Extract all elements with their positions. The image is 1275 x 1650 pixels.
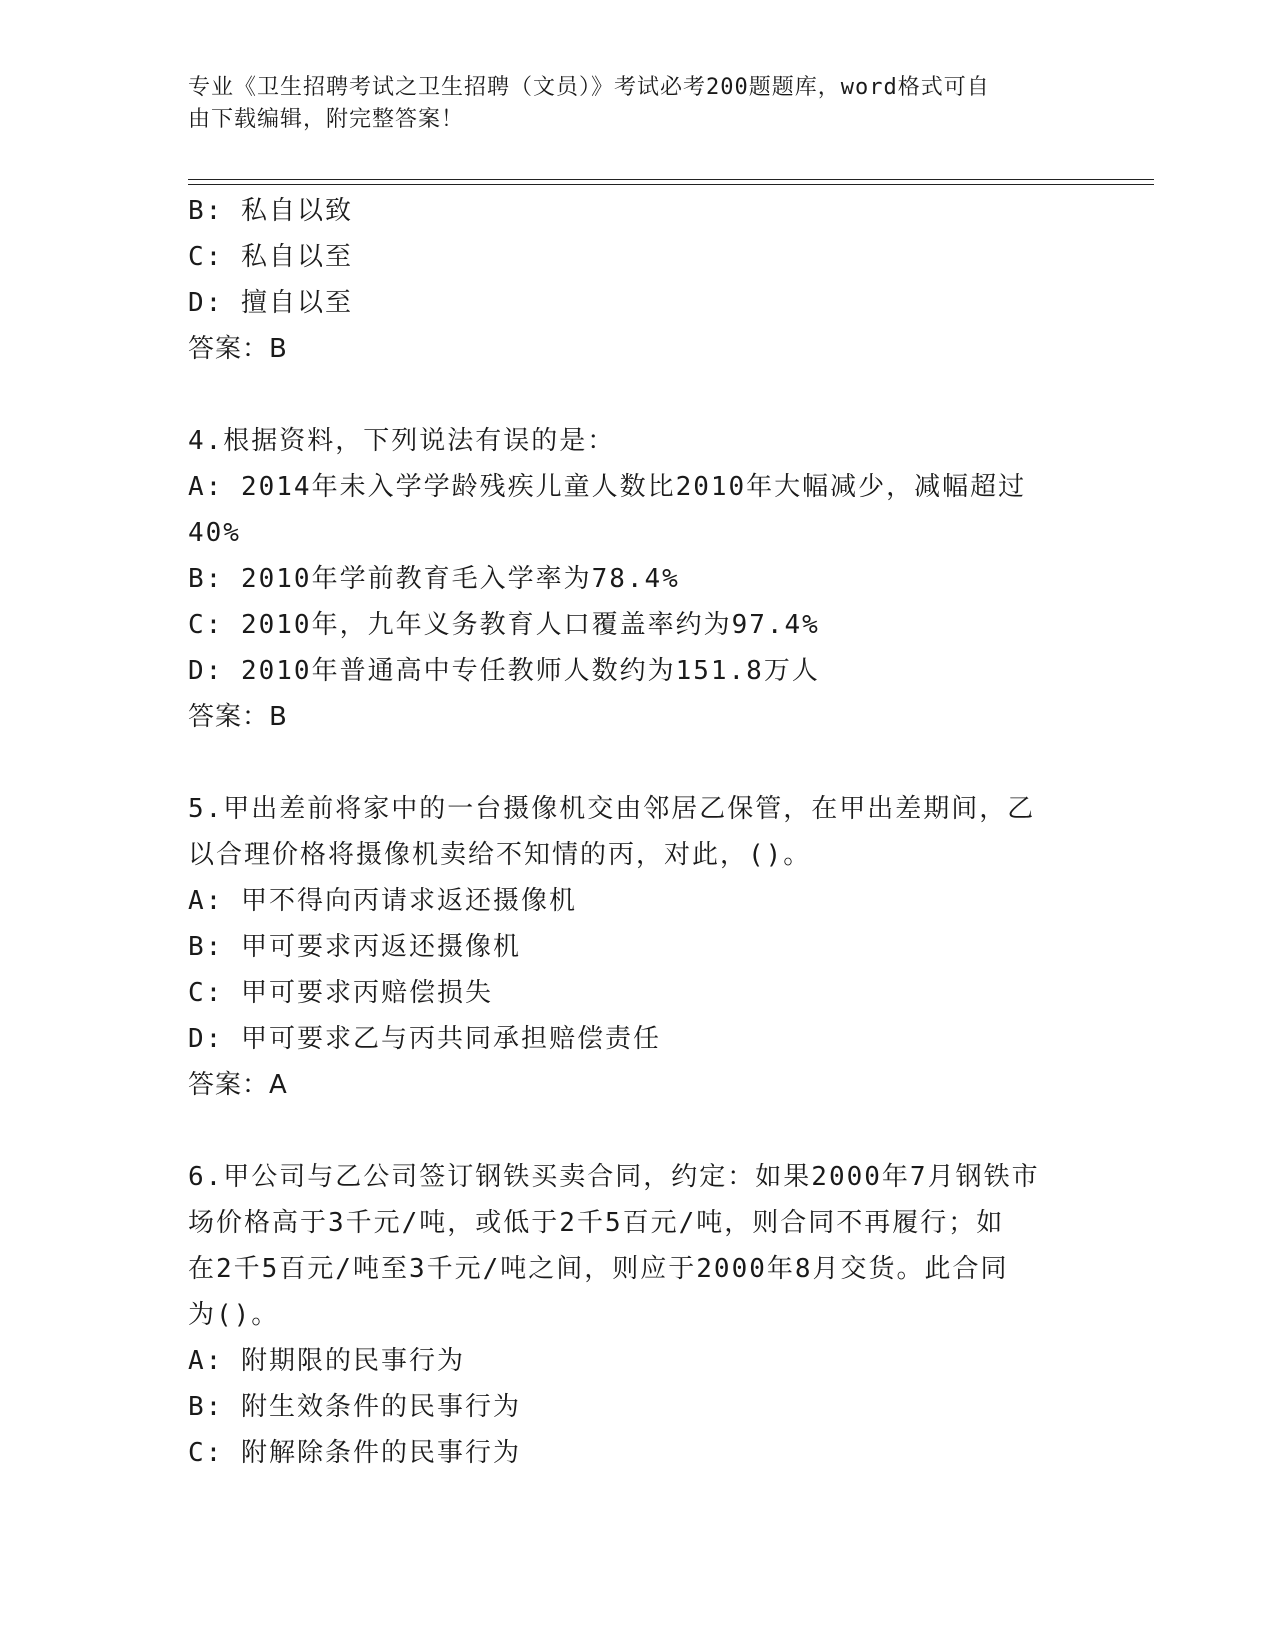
option-c: C: 附解除条件的民事行为: [188, 1438, 521, 1468]
option-c: C: 私自以至: [188, 242, 353, 272]
option-a: A: 甲不得向丙请求返还摄像机: [188, 886, 577, 916]
answer: 答案：B: [188, 702, 288, 732]
answer: 答案：B: [188, 334, 288, 364]
option-d: D: 2010年普通高中专任教师人数约为151.8万人: [188, 656, 820, 686]
option-d: D: 甲可要求乙与丙共同承担赔偿责任: [188, 1024, 661, 1054]
option-b: B: 私自以致: [188, 196, 353, 226]
question-list: [188, 188, 1088, 1476]
spacer: [188, 372, 1088, 418]
question-text-line-2: 场价格高于3千元/吨，或低于2千5百元/吨，则合同不再履行；如: [188, 1208, 1005, 1238]
question-3-block: [188, 188, 1088, 372]
option-d: D: 擅自以至: [188, 288, 353, 318]
spacer: [188, 740, 1088, 786]
option-c: C: 甲可要求丙赔偿损失: [188, 978, 493, 1008]
option-b: B: 甲可要求丙返还摄像机: [188, 932, 521, 962]
question-5-block: [188, 786, 1088, 1108]
header-line-1: 专业《卫生招聘考试之卫生招聘（文员）》考试必考200题题库，word格式可自: [188, 75, 990, 100]
question-text-line-3: 在2千5百元/吨至3千元/吨之间，则应于2000年8月交货。此合同: [188, 1254, 1009, 1284]
question-text: 4.根据资料，下列说法有误的是：: [188, 426, 616, 456]
question-text-line-2: 以合理价格将摄像机卖给不知情的丙，对此，()。: [188, 840, 812, 870]
question-text-line-1: 5.甲出差前将家中的一台摄像机交由邻居乙保管，在甲出差期间，乙: [188, 794, 1036, 824]
question-4-block: [188, 418, 1088, 740]
header-line-2: 由下载编辑，附完整答案！: [188, 107, 465, 132]
option-b: B: 2010年学前教育毛入学率为78.4%: [188, 564, 680, 594]
option-b: B: 附生效条件的民事行为: [188, 1392, 521, 1422]
question-text-line-1: 6.甲公司与乙公司签订钢铁买卖合同，约定：如果2000年7月钢铁市: [188, 1162, 1040, 1192]
option-a-continued: 40%: [188, 518, 241, 548]
question-6-block: [188, 1154, 1088, 1476]
document-header: [188, 72, 1068, 136]
option-a: A: 附期限的民事行为: [188, 1346, 465, 1376]
option-a: A: 2014年未入学学龄残疾儿童人数比2010年大幅减少，减幅超过: [188, 472, 1027, 502]
option-c: C: 2010年，九年义务教育人口覆盖率约为97.4%: [188, 610, 820, 640]
header-divider-top: [188, 179, 1154, 180]
spacer: [188, 1108, 1088, 1154]
question-text-line-4: 为()。: [188, 1300, 280, 1330]
answer: 答案：A: [188, 1070, 288, 1100]
header-divider-bottom: [188, 184, 1154, 185]
